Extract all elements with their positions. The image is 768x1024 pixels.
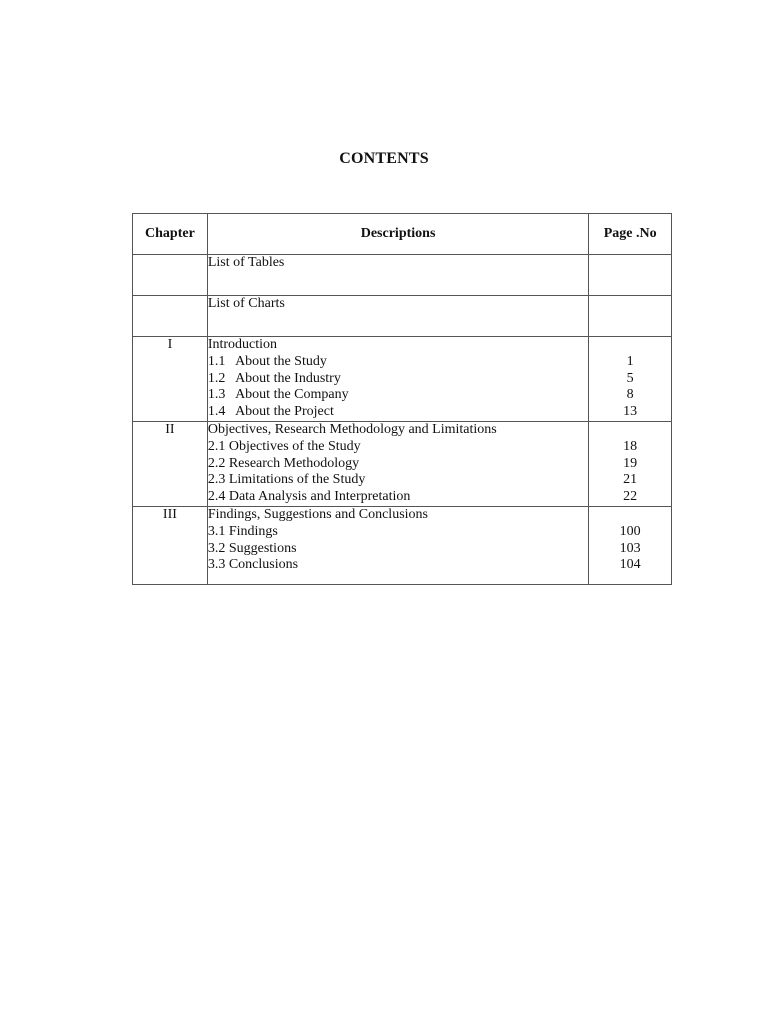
description-cell (207, 421, 588, 506)
description-cell (207, 506, 588, 584)
description-heading: List of Charts (207, 296, 588, 337)
section-item: 3.3 Conclusions (207, 557, 299, 573)
chapter-cell (133, 255, 208, 296)
page-number: 22 (623, 489, 638, 505)
table-row (133, 255, 672, 296)
table-row (133, 337, 672, 422)
section-item: 1.4 About the Project (207, 404, 334, 420)
page-number: 21 (623, 472, 638, 488)
section-item: 2.3 Limitations of the Study (207, 472, 366, 488)
descriptions-column-header: Descriptions (207, 214, 588, 255)
page-cell (589, 296, 672, 337)
table-header-row (133, 214, 672, 255)
table-row (133, 421, 672, 506)
chapter-number: II (165, 421, 175, 437)
page-title: CONTENTS (339, 150, 429, 167)
page-cell (589, 337, 672, 422)
section-item: 3.2 Suggestions (207, 540, 297, 556)
description-heading: Introduction (207, 337, 278, 352)
description-cell (207, 337, 588, 422)
section-item: 2.2 Research Methodology (207, 455, 360, 471)
page-cell (589, 506, 672, 584)
table-row (133, 506, 672, 584)
chapter-cell (133, 337, 208, 422)
page-number: 18 (623, 438, 638, 454)
page-number: 8 (626, 387, 634, 403)
chapter-number: III (162, 506, 177, 522)
description-heading: Findings, Suggestions and Conclusions (207, 506, 428, 522)
page-number: 5 (626, 370, 634, 386)
page-cell (589, 421, 672, 506)
description-heading: Objectives, Research Methodology and Limitations (207, 421, 497, 437)
chapter-column-header: Chapter (133, 214, 208, 255)
section-item: 2.4 Data Analysis and Interpretation (207, 489, 411, 505)
description-heading: List of Tables (207, 255, 588, 296)
page-number: 13 (623, 404, 638, 420)
chapter-number: I (167, 337, 173, 352)
page-number: 1 (626, 353, 634, 369)
page-number: 104 (619, 557, 641, 573)
page-cell (589, 255, 672, 296)
chapter-cell (133, 296, 208, 337)
section-item: 1.1 About the Study (207, 353, 327, 369)
page-no-column-header: Page .No (589, 214, 672, 255)
contents-table (132, 213, 672, 585)
section-item: 3.1 Findings (207, 523, 278, 539)
section-item: 2.1 Objectives of the Study (207, 438, 361, 454)
page-number: 100 (619, 523, 641, 539)
chapter-cell (133, 506, 208, 584)
page-number: 103 (619, 540, 641, 556)
table-row (133, 296, 672, 337)
section-item: 1.3 About the Company (207, 387, 349, 403)
chapter-cell (133, 421, 208, 506)
section-item: 1.2 About the Industry (207, 370, 341, 386)
page-number: 19 (623, 455, 638, 471)
